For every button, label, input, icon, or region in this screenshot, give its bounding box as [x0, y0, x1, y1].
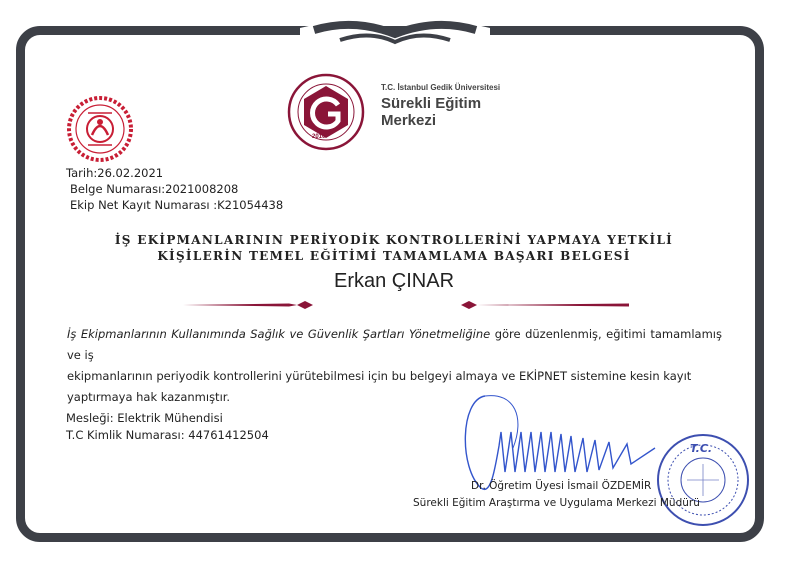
university-name: T.C. İstanbul Gedik Üniversitesi: [381, 83, 501, 92]
document-number: Belge Numarası:2021008208: [70, 182, 239, 196]
body-line1-rest: göre düzenlenmiş, eğitimi tamamlamış ve iş: [67, 327, 722, 362]
body-line3: yaptırmaya hak kazanmıştır.: [67, 390, 231, 404]
recipient-name: Erkan ÇINAR: [333, 270, 455, 292]
body-line2: ekipmanlarının periyodik kontrollerini yürütebilmesi için bu belgeyi almaya ve EKİPNET sistemine kesin kayıt: [67, 369, 692, 383]
tc-number: T.C Kimlik Numarası: 44761412504: [66, 428, 269, 442]
regulation-name: İş Ekipmanlarının Kullanımında Sağlık ve Güvenlik Şartları Yönetmeliğine: [67, 327, 491, 341]
certificate-title-line1: İŞ EKİPMANLARININ PERİYODİK KONTROLLERİNİ YAPMAYA YETKİLİ: [114, 233, 674, 247]
divider-ornament: [183, 298, 629, 312]
ministry-seal-icon: [66, 95, 134, 163]
profession: Mesleği: Elektrik Mühendisi: [66, 411, 223, 425]
stamp-text: T.C.: [690, 442, 713, 455]
signatory-name: Dr. Öğretim Üyesi İsmail ÖZDEMİR: [471, 480, 652, 492]
center-name-line2: Merkezi: [381, 112, 437, 129]
certificate-title-line2: KİŞİLERİN TEMEL EĞİTİMİ TAMAMLAMA BAŞARI BELGESİ: [157, 249, 631, 263]
university-logo-icon: [286, 72, 366, 152]
book-notch-icon: [300, 14, 490, 54]
seal-year: 2010: [312, 134, 326, 140]
signatory-role: Sürekli Eğitim Araştırma ve Uygulama Merkezi Müdürü: [413, 497, 700, 509]
date-text: Tarih:26.02.2021: [66, 166, 164, 180]
ekipnet-number: Ekip Net Kayıt Numarası :K21054438: [70, 198, 284, 212]
center-name-line1: Sürekli Eğitim: [381, 95, 482, 112]
